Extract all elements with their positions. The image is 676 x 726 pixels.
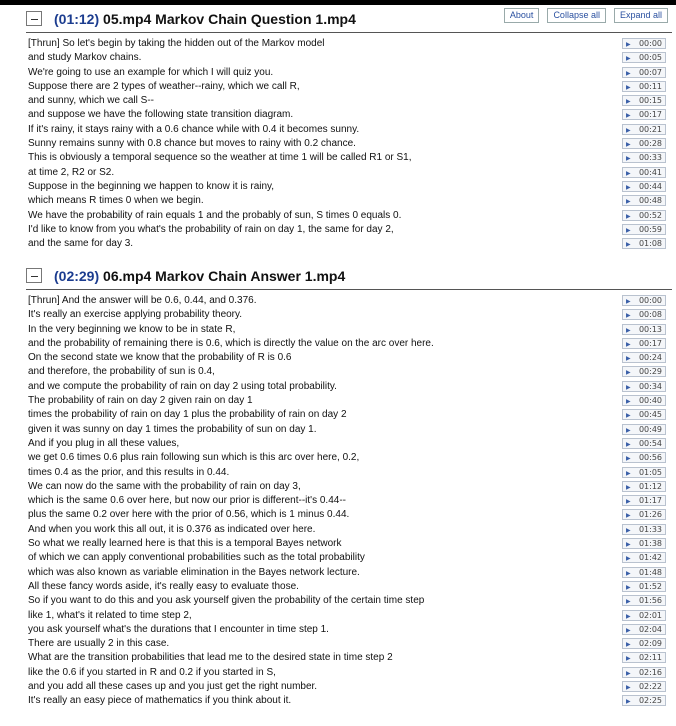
play-icon: ▶	[626, 583, 631, 591]
transcript-text: which means R times 0 when we begin.	[28, 195, 204, 207]
play-icon: ▶	[626, 55, 631, 63]
timestamp-play-button[interactable]	[622, 624, 666, 635]
section-title-text: 05.mp4 Markov Chain Question 1.mp4	[103, 11, 356, 27]
transcript-line	[26, 566, 672, 580]
play-icon: ▶	[626, 112, 631, 120]
timestamp-play-button[interactable]	[622, 210, 666, 221]
expand-all-button[interactable]: Expand all	[614, 8, 668, 23]
transcript-line	[26, 37, 672, 51]
timestamp-label: 00:52	[638, 210, 662, 220]
play-icon: ▶	[626, 641, 631, 649]
play-icon: ▶	[626, 684, 631, 692]
play-icon: ▶	[626, 412, 631, 420]
transcript-line	[26, 537, 672, 551]
transcript-line	[26, 437, 672, 451]
play-icon: ▶	[626, 83, 631, 91]
play-icon: ▶	[626, 126, 631, 134]
transcript-line	[26, 680, 672, 694]
play-icon: ▶	[626, 698, 631, 706]
transcript-text: at time 2, R2 or S2.	[28, 166, 115, 178]
timestamp-label: 01:17	[638, 496, 662, 506]
transcript-text: [Thrun] And the answer will be 0.6, 0.44, and 0.376.	[28, 295, 257, 306]
transcript-text: In the very beginning we know to be in state R,	[28, 323, 236, 335]
timestamp-label: 00:17	[638, 110, 662, 120]
timestamp-label: 02:22	[638, 682, 662, 692]
section-header	[26, 268, 672, 290]
timestamp-label: 00:59	[638, 224, 662, 234]
transcript-text: and we compute the probability of rain on day 2 using total probability.	[28, 380, 337, 392]
timestamp-label: 00:48	[638, 196, 662, 206]
play-icon: ▶	[626, 483, 631, 491]
timestamp-label: 00:13	[638, 324, 662, 334]
timestamp-label: 00:40	[638, 396, 662, 406]
play-icon: ▶	[626, 41, 631, 48]
play-icon: ▶	[626, 155, 631, 163]
transcript-text: We're going to use an example for which I will quiz you.	[28, 66, 274, 78]
transcript-text: It's really an exercise applying probability theory.	[28, 309, 243, 321]
timestamp-play-button[interactable]	[622, 695, 666, 706]
timestamp-play-button[interactable]	[622, 538, 666, 549]
transcript-text: So what we really learned here is that this is a temporal Bayes network	[28, 538, 342, 550]
play-icon: ▶	[626, 355, 631, 363]
play-icon: ▶	[626, 298, 631, 305]
transcript-line	[26, 651, 672, 665]
transcript-line	[26, 480, 672, 494]
timestamp-play-button[interactable]	[622, 352, 666, 363]
transcript-line	[26, 94, 672, 108]
transcript-text: which was also known as variable elimination in the Bayes network lecture.	[28, 566, 360, 578]
timestamp-label: 00:49	[638, 424, 662, 434]
timestamp-play-button[interactable]	[622, 481, 666, 492]
play-icon: ▶	[626, 226, 631, 234]
timestamp-play-button[interactable]	[622, 138, 666, 149]
play-icon: ▶	[626, 312, 631, 320]
timestamp-label: 00:11	[638, 81, 662, 91]
transcript-text: we get 0.6 times 0.6 plus rain following sun which is this arc over here, 0.2,	[28, 452, 360, 464]
timestamp-play-button[interactable]	[622, 95, 666, 106]
play-icon: ▶	[626, 141, 631, 149]
timestamp-label: 02:16	[638, 667, 662, 677]
timestamp-play-button[interactable]	[622, 467, 666, 478]
timestamp-label: 01:56	[638, 596, 662, 606]
timestamp-label: 01:52	[638, 581, 662, 591]
transcript-line	[26, 423, 672, 437]
timestamp-label: 00:21	[638, 124, 662, 134]
transcript-text: and therefore, the probability of sun is 0.4,	[28, 366, 215, 378]
transcript-line	[26, 508, 672, 522]
timestamp-label: 01:48	[638, 567, 662, 577]
transcript-line	[26, 323, 672, 337]
timestamp-play-button[interactable]	[622, 395, 666, 406]
transcript-line	[26, 137, 672, 151]
timestamp-play-button[interactable]	[622, 195, 666, 206]
transcript-text: and the probability of remaining there is 0.6, which is directly the value on the arc over here.	[28, 337, 434, 349]
timestamp-label: 00:54	[638, 438, 662, 448]
collapse-toggle-button[interactable]	[26, 11, 42, 26]
transcript-line	[26, 294, 672, 308]
section-title-text: 06.mp4 Markov Chain Answer 1.mp4	[103, 268, 346, 284]
play-icon: ▶	[626, 69, 631, 77]
play-icon: ▶	[626, 440, 631, 448]
transcript-line	[26, 51, 672, 65]
transcript-lines	[26, 37, 672, 251]
timestamp-label: 02:01	[638, 610, 662, 620]
timestamp-play-button[interactable]	[622, 109, 666, 120]
transcript-text: There are usually 2 in this case.	[28, 638, 170, 650]
timestamp-label: 00:07	[638, 67, 662, 77]
transcript-text: Sunny remains sunny with 0.8 chance but moves to rainy with 0.2 chance.	[28, 138, 356, 150]
timestamp-play-button[interactable]	[622, 681, 666, 692]
play-icon: ▶	[626, 383, 631, 391]
collapse-toggle-button[interactable]	[26, 268, 42, 283]
play-icon: ▶	[626, 655, 631, 663]
transcript-text: and suppose we have the following state transition diagram.	[28, 109, 294, 121]
timestamp-play-button[interactable]	[622, 652, 666, 663]
play-icon: ▶	[626, 455, 631, 463]
transcript-text: We have the probability of rain equals 1 and the probably of sun, S times 0 equals 0.	[28, 209, 402, 221]
timestamp-label: 01:08	[638, 239, 662, 249]
timestamp-play-button[interactable]	[622, 381, 666, 392]
section-answer	[26, 268, 672, 709]
timestamp-play-button[interactable]	[622, 552, 666, 563]
transcript-line	[26, 494, 672, 508]
timestamp-play-button[interactable]	[622, 238, 666, 249]
timestamp-label: 00:41	[638, 167, 662, 177]
timestamp-play-button[interactable]	[622, 181, 666, 192]
timestamp-label: 01:12	[638, 481, 662, 491]
transcript-text: And when you work this all out, it is 0.376 as indicated over here.	[28, 523, 316, 535]
timestamp-play-button[interactable]	[622, 409, 666, 420]
timestamp-play-button[interactable]	[622, 81, 666, 92]
transcript-text: and sunny, which we call S--	[28, 95, 154, 107]
timestamp-play-button[interactable]	[622, 424, 666, 435]
timestamp-play-button[interactable]	[622, 495, 666, 506]
transcript-line	[26, 666, 672, 680]
section-header	[26, 11, 672, 33]
transcript-text: So if you want to do this and you ask yourself given the probability of the certain time step	[28, 595, 425, 607]
transcript-text: times 0.4 as the prior, and this results in 0.44.	[28, 466, 230, 478]
transcript-text: Suppose in the beginning we happen to know it is rainy,	[28, 180, 275, 192]
transcript-line	[26, 237, 672, 251]
transcript-line	[26, 337, 672, 351]
transcript-line	[26, 609, 672, 623]
timestamp-label: 01:38	[638, 539, 662, 549]
transcript-line	[26, 151, 672, 165]
section-divider	[26, 289, 672, 290]
transcript-line	[26, 209, 672, 223]
timestamp-label: 00:29	[638, 367, 662, 377]
transcript-text: which is the same 0.6 over here, but now our prior is different--it's 0.44--	[28, 495, 346, 507]
play-icon: ▶	[626, 526, 631, 534]
transcript-text: Suppose there are 2 types of weather--rainy, which we call R,	[28, 80, 300, 92]
play-icon: ▶	[626, 626, 631, 634]
top-bar	[0, 0, 676, 5]
timestamp-play-button[interactable]	[622, 524, 666, 535]
timestamp-play-button[interactable]	[622, 309, 666, 320]
timestamp-label: 00:24	[638, 353, 662, 363]
transcript-line	[26, 351, 672, 365]
transcript-line	[26, 365, 672, 379]
timestamp-label: 00:15	[638, 96, 662, 106]
transcript-line	[26, 551, 672, 565]
timestamp-label: 02:25	[638, 696, 662, 706]
transcript-text: of which we can apply conventional probabilities such as the total probability	[28, 552, 365, 564]
timestamp-label: 00:00	[638, 296, 662, 305]
transcript-line	[26, 380, 672, 394]
transcript-line	[26, 66, 672, 80]
play-icon: ▶	[626, 241, 631, 249]
play-icon: ▶	[626, 512, 631, 520]
timestamp-play-button[interactable]	[622, 52, 666, 63]
timestamp-play-button[interactable]	[622, 324, 666, 335]
transcript-line	[26, 623, 672, 637]
play-icon: ▶	[626, 340, 631, 348]
transcript-line	[26, 694, 672, 708]
timestamp-play-button[interactable]	[622, 595, 666, 606]
transcript-line	[26, 180, 672, 194]
timestamp-label: 01:42	[638, 553, 662, 563]
collapse-all-button[interactable]: Collapse all	[547, 8, 606, 23]
timestamp-play-button[interactable]	[622, 67, 666, 78]
timestamp-play-button[interactable]	[622, 224, 666, 235]
timestamp-label: 00:28	[638, 139, 662, 149]
timestamp-play-button[interactable]	[622, 338, 666, 349]
timestamp-label: 00:34	[638, 381, 662, 391]
timestamp-label: 02:11	[638, 653, 662, 663]
transcript-line	[26, 123, 672, 137]
play-icon: ▶	[626, 569, 631, 577]
play-icon: ▶	[626, 541, 631, 549]
transcript-text: like the 0.6 if you started in R and 0.2 if you started in S,	[28, 666, 276, 678]
transcript-line	[26, 580, 672, 594]
transcript-text: you ask yourself what's the durations that I encounter in time step 1.	[28, 623, 329, 635]
play-icon: ▶	[626, 169, 631, 177]
timestamp-play-button[interactable]	[622, 38, 666, 49]
play-icon: ▶	[626, 426, 631, 434]
timestamp-label: 00:00	[638, 39, 662, 48]
timestamp-label: 02:04	[638, 624, 662, 634]
transcript-text: On the second state we know that the probability of R is 0.6	[28, 352, 292, 364]
timestamp-play-button[interactable]	[622, 567, 666, 578]
play-icon: ▶	[626, 398, 631, 406]
timestamp-play-button[interactable]	[622, 509, 666, 520]
transcript-line	[26, 466, 672, 480]
transcript-text: [Thrun] So let's begin by taking the hidden out of the Markov model	[28, 38, 325, 49]
transcript-line	[26, 194, 672, 208]
transcript-text: like 1, what's it related to time step 2,	[28, 609, 192, 621]
timestamp-play-button[interactable]	[622, 581, 666, 592]
transcript-line	[26, 308, 672, 322]
timestamp-play-button[interactable]	[622, 295, 666, 306]
timestamp-play-button[interactable]	[622, 124, 666, 135]
transcript-text: given it was sunny on day 1 times the probability of sun on day 1.	[28, 423, 317, 435]
timestamp-label: 00:45	[638, 410, 662, 420]
transcript-text: times the probability of rain on day 1 plus the probability of rain on day 2	[28, 409, 347, 421]
transcript-text: and you add all these cases up and you just get the right number.	[28, 681, 318, 693]
timestamp-label: 00:05	[638, 53, 662, 63]
timestamp-play-button[interactable]	[622, 366, 666, 377]
timestamp-label: 00:56	[638, 453, 662, 463]
transcript-line	[26, 408, 672, 422]
timestamp-play-button[interactable]	[622, 152, 666, 163]
transcript-line	[26, 394, 672, 408]
transcript-line	[26, 166, 672, 180]
timestamp-label: 01:33	[638, 524, 662, 534]
transcript-text: plus the same 0.2 over here with the prior of 0.56, which is 1 minus 0.44.	[28, 509, 350, 521]
timestamp-play-button[interactable]	[622, 167, 666, 178]
timestamp-play-button[interactable]	[622, 638, 666, 649]
about-button[interactable]: About	[504, 8, 540, 23]
play-icon: ▶	[626, 212, 631, 220]
play-icon: ▶	[626, 198, 631, 206]
section-divider	[26, 32, 672, 33]
play-icon: ▶	[626, 183, 631, 191]
transcript-text: and study Markov chains.	[28, 52, 142, 64]
transcript-text: What are the transition probabilities that lead me to the desired state in time step 2	[28, 652, 393, 664]
transcript-line	[26, 108, 672, 122]
transcript-line	[26, 523, 672, 537]
transcript-line	[26, 80, 672, 94]
play-icon: ▶	[626, 498, 631, 506]
transcript-text: It's really an easy piece of mathematics if you think about it.	[28, 695, 292, 707]
play-icon: ▶	[626, 98, 631, 106]
section-timestamp: (02:29)	[54, 268, 100, 284]
timestamp-label: 02:09	[638, 639, 662, 649]
timestamp-label: 00:33	[638, 153, 662, 163]
transcript-line	[26, 637, 672, 651]
play-icon: ▶	[626, 469, 631, 477]
timestamp-label: 00:44	[638, 181, 662, 191]
play-icon: ▶	[626, 369, 631, 377]
transcript-text: This is obviously a temporal sequence so the weather at time 1 will be called R1 or S1,	[28, 152, 412, 164]
transcript-line	[26, 451, 672, 465]
transcript-lines	[26, 294, 672, 709]
play-icon: ▶	[626, 326, 631, 334]
play-icon: ▶	[626, 598, 631, 606]
timestamp-label: 01:26	[638, 510, 662, 520]
transcript-text: The probability of rain on day 2 given rain on day 1	[28, 395, 253, 407]
transcript-text: and the same for day 3.	[28, 238, 134, 250]
transcript-line	[26, 594, 672, 608]
timestamp-label: 00:08	[638, 310, 662, 320]
transcript-text: All these fancy words aside, it's really easy to evaluate those.	[28, 580, 299, 592]
timestamp-play-button[interactable]	[622, 667, 666, 678]
play-icon: ▶	[626, 612, 631, 620]
transcript-text: I'd like to know from you what's the probability of rain on day 1, the same for day 2,	[28, 223, 394, 235]
section-title	[54, 268, 345, 285]
timestamp-play-button[interactable]	[622, 452, 666, 463]
transcript-text: If it's rainy, it stays rainy with a 0.6 chance while with 0.4 it becomes sunny.	[28, 123, 360, 135]
play-icon: ▶	[626, 669, 631, 677]
timestamp-label: 00:17	[638, 338, 662, 348]
timestamp-play-button[interactable]	[622, 438, 666, 449]
play-icon: ▶	[626, 555, 631, 563]
section-timestamp: (01:12)	[54, 11, 100, 27]
transcript-text: We can now do the same with the probability of rain on day 3,	[28, 480, 301, 492]
timestamp-label: 01:05	[638, 467, 662, 477]
section-title	[54, 11, 356, 28]
section-question	[26, 11, 672, 251]
timestamp-play-button[interactable]	[622, 610, 666, 621]
transcript-line	[26, 223, 672, 237]
transcript-text: And if you plug in all these values,	[28, 437, 180, 449]
